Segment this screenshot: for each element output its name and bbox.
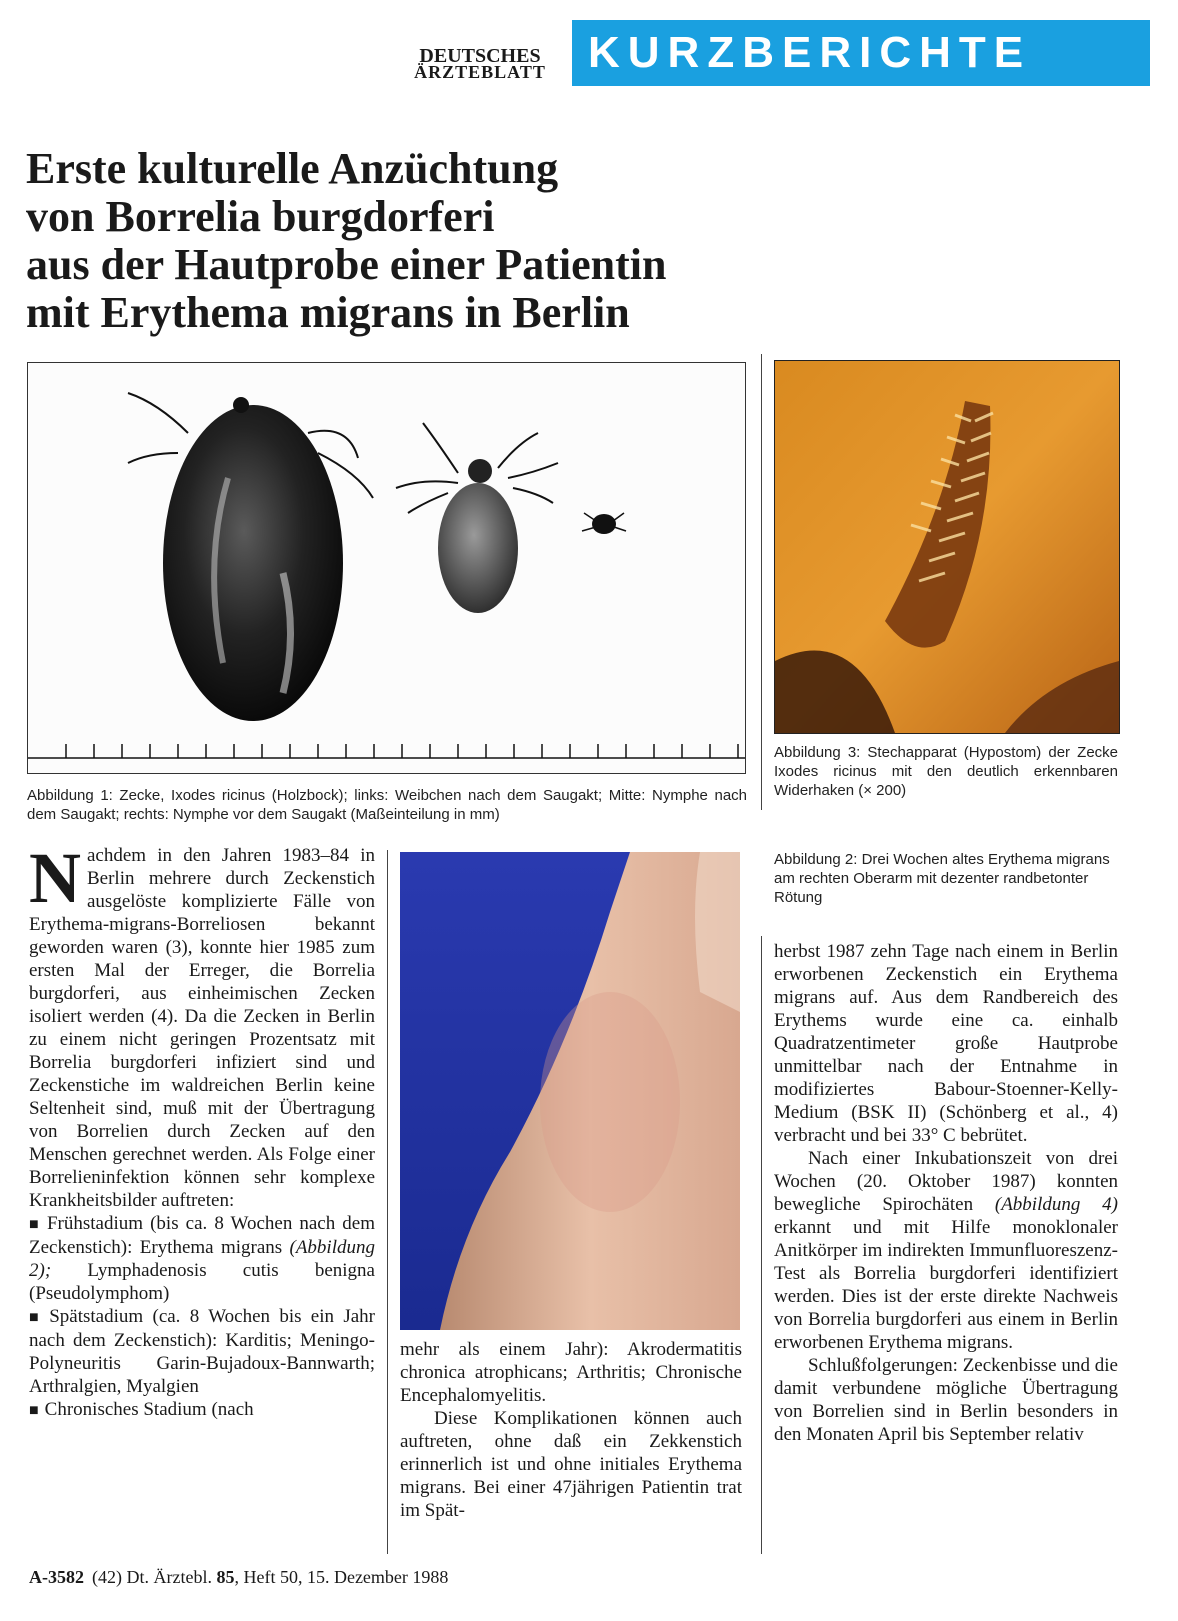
figure-3-caption: Abbildung 3: Stechapparat (Hypostom) der Zecke Ixodes ricinus mit den deutlich erkennbaren Widerhaken (× 200) <box>774 744 1118 799</box>
title-line-4: mit Erythema migrans in Berlin <box>26 288 630 337</box>
masthead-logo <box>400 45 560 82</box>
masthead-line2: ÄRZTEBLATT <box>414 62 546 82</box>
title-line-3: aus der Hautprobe einer Patientin <box>26 240 667 289</box>
volume-number: 85 <box>216 1567 235 1587</box>
list-item-text: Spätstadium (ca. 8 Wochen bis ein Jahr nach dem Zeckenstich): Karditis; Meningo-Polyneuritis Garin-Bujadoux-Bannwarth; Arthralgien, Myalgien <box>29 1306 375 1397</box>
paragraph: mehr als einem Jahr): Akrodermatitis chronica atrophicans; Arthritis; Chronische Encephalomyelitis. <box>400 1339 742 1406</box>
page-footer <box>29 1566 448 1588</box>
figure-1-ticks-photo <box>27 362 746 774</box>
paragraph: herbst 1987 zehn Tage nach einem in Berlin erworbenen Zeckenstich ein Erythema migrans auf. Aus dem Randbereich des Erythems wurde eine ca. einhalb Quadratzentimeter große Hautprobe unmittelbar nach der Entnahme in modifiziertes Babour-Stoenner-Kelly-Medium (BSK II) (Schönberg et al., 4) verbracht und bei 33° C bebrütet. <box>774 941 1118 1146</box>
figure-1-caption: Abbildung 1: Zecke, Ixodes ricinus (Holzbock); links: Weibchen nach dem Saugakt; Mitte: Nymphe nach dem Saugakt; rechts: Nymphe vor dem Saugakt (Maßeinteilung in mm) <box>27 787 747 823</box>
text-column-2 <box>400 1338 742 1522</box>
list-item-early-stage <box>29 1212 375 1305</box>
paragraph: Schlußfolgerungen: Zeckenbisse und die damit verbundene mögliche Übertragung von Borrelien sind in Berlin besonders in den Monaten April bis September relativ <box>774 1355 1118 1445</box>
paragraph: Diese Komplikationen können auch auftreten, ohne daß ein Zekkenstich erinnerlich ist und ohne initiales Erythema migrans. Bei einer 47jährigen Patientin trat im Spät- <box>400 1408 742 1521</box>
list-item-text: Frühstadium (bis ca. 8 Wochen nach dem Zeckenstich): Erythema migrans <box>29 1213 376 1258</box>
intro-paragraph <box>29 838 375 1212</box>
issue-info: (42) Dt. Ärztebl. <box>92 1567 217 1587</box>
figure-reference: (Abbildung 4) <box>994 1194 1118 1215</box>
figure-3-hypostome-photo <box>774 360 1120 734</box>
list-item-chronic-stage <box>29 1398 375 1422</box>
figure-2-caption: Abbildung 2: Drei Wochen altes Erythema migrans am rechten Oberarm mit dezenter randbetonter Rötung <box>774 851 1110 906</box>
paragraph-text: Nach einer Inkubationszeit von drei Wochen (20. Oktober 1987) konnten bewegliche Spirochäten <box>774 1148 1118 1215</box>
list-item-text: Chronisches Stadium (nach <box>44 1399 254 1420</box>
text-column-1 <box>29 838 376 1422</box>
page-number: A-3582 <box>29 1567 84 1587</box>
title-line-2: von Borrelia burgdorferi <box>26 192 495 241</box>
drop-cap: N <box>29 838 81 918</box>
column-divider <box>761 936 762 1554</box>
column-divider <box>387 850 388 1554</box>
title-line-1: Erste kulturelle Anzüchtung <box>26 144 559 193</box>
figure-reference: (Abbildung 2); <box>29 1237 375 1281</box>
figure-2-erythema-photo <box>400 852 740 1330</box>
text-column-3 <box>774 940 1118 1446</box>
masthead-line1: DEUTSCHES <box>419 45 541 67</box>
section-label: KURZBERICHTE <box>588 28 1032 77</box>
paragraph <box>774 1147 1118 1354</box>
column-divider <box>761 354 762 810</box>
article-title <box>26 145 926 337</box>
intro-text: achdem in den Jahren 1983–84 in Berlin mehrere durch Zeckenstich ausgelöste komplizierte Fälle von Erythema-migrans-Borreliosen bekannt geworden waren (3), konnte hier 1985 zum ersten Mal der Erreger, die Borrelia burgdorferi, aus einheimischen Zecken isoliert werden (4). Da die Zecken in Berlin zu einem nicht geringen Prozentsatz mit Borrelia burgdorferi infiziert sind und Zeckenstiche im waldreichen Berlin keine Seltenheit sind, muß mit der Übertragung von Borrelien durch Zecken auf den Menschen gerechnet werden. Als Folge einer Borrelieninfektion können sehr komplexe Krankheitsbilder auftreten: <box>29 845 375 1211</box>
issue-date: , Heft 50, 15. Dezember 1988 <box>234 1567 449 1587</box>
paragraph-text: erkannt und mit Hilfe monoklonaler Anitkörper im indirekten Immunfluoreszenz-Test als Borrelia burgdorferi identifiziert werden. Dies ist der erste direkte Nachweis von Borrelia burgdorferi aus einem in Berlin erworbenen Erythema migrans. <box>774 1217 1118 1353</box>
section-banner <box>572 20 1150 86</box>
list-item-late-stage <box>29 1305 375 1398</box>
list-item-text: Lymphadenosis cutis benigna (Pseudolymphom) <box>29 1260 375 1304</box>
